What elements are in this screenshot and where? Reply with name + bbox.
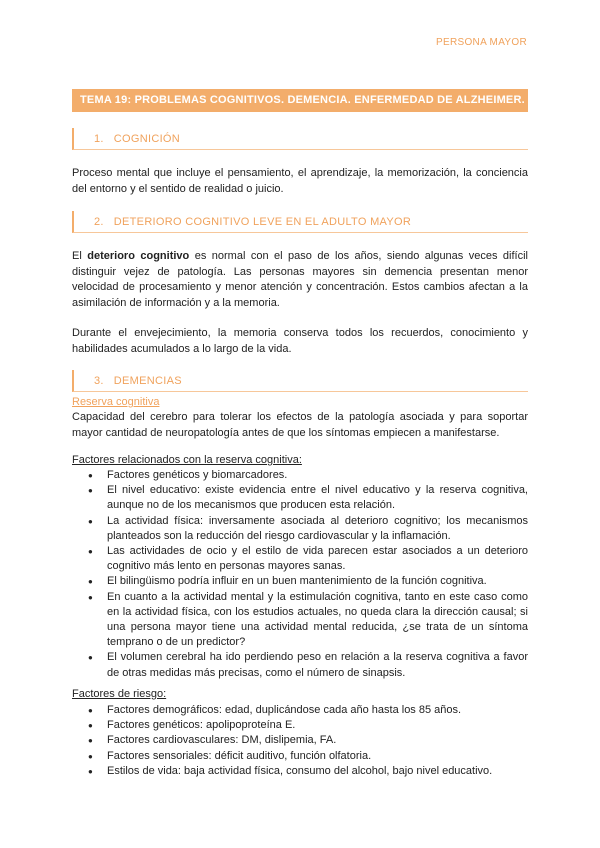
section-title: DETERIORO COGNITIVO LEVE EN EL ADULTO MAYOR — [113, 216, 412, 228]
deterioro-paragraph-2: Durante el envejecimiento, la memoria conserva todos los recuerdos, conocimiento y habilidades acumulados a lo largo de la vida. — [72, 327, 528, 355]
section-title: DEMENCIAS — [113, 375, 182, 387]
list-item: ● Las actividades de ocio y el estilo de vida parecen estar asociados a un deterioro cognitivo más lento en personas mayores sanas. — [72, 544, 528, 574]
bold-term: deterioro cognitivo — [87, 250, 190, 262]
factores-riesgo-heading: Factores de riesgo: — [72, 688, 167, 700]
topic-title: TEMA 19: PROBLEMAS COGNITIVOS. DEMENCIA. ENFERMEDAD DE ALZHEIMER. — [72, 89, 528, 112]
list-item: ● En cuanto a la actividad mental y la estimulación cognitiva, tanto en este caso como en la actividad física, con los estudios actuales, no queda clara la dirección causal; si una persona mayor tiene una actividad mental reducida, ¿se trata de un síntoma temprano o de un predictor? — [72, 590, 528, 651]
list-item: ● Factores sensoriales: déficit auditivo, función olfatoria. — [72, 749, 528, 764]
list-item: ● Estilos de vida: baja actividad física, consumo del alcohol, bajo nivel educativo. — [72, 764, 528, 779]
list-item: ● La actividad física: inversamente asociada al deterioro cognitivo; los mecanismos planteados son la reducción del riesgo cardiovascular y la inflamación. — [72, 514, 528, 544]
section-heading-cognicion — [72, 128, 528, 150]
section-number: 3. — [94, 375, 104, 387]
section-heading-demencias — [72, 370, 528, 392]
section-number: 2. — [94, 216, 104, 228]
section-title: COGNICIÓN — [113, 133, 181, 145]
text-run: El — [72, 250, 88, 262]
list-item: ● Factores genéticos y biomarcadores. — [72, 468, 528, 483]
list-item: ● Factores genéticos: apolipoproteína E. — [72, 718, 528, 733]
factores-relacionados-heading: Factores relacionados con la reserva cognitiva: — [72, 454, 302, 466]
reserva-cognitiva-heading: Reserva cognitiva — [72, 396, 160, 408]
factores-riesgo-list — [72, 703, 528, 779]
header-tag: PERSONA MAYOR — [436, 37, 527, 48]
cognicion-paragraph: Proceso mental que incluye el pensamiento, el aprendizaje, la memorización, la conciencia del entorno y el sentido de realidad o juicio. — [72, 167, 528, 195]
list-item: ● El nivel educativo: existe evidencia entre el nivel educativo y la reserva cognitiva, aunque no de los mecanismos que producen esta relación. — [72, 483, 528, 513]
section-number: 1. — [94, 133, 104, 145]
list-item: ● El bilingüismo podría influir en un buen mantenimiento de la función cognitiva. — [72, 574, 528, 589]
list-item: ● El volumen cerebral ha ido perdiendo peso en relación a la reserva cognitiva a favor de otras medidas más precisas, como el número de sinapsis. — [72, 650, 528, 680]
list-item: ● Factores demográficos: edad, duplicándose cada año hasta los 85 años. — [72, 703, 528, 718]
reserva-cognitiva-paragraph: Capacidad del cerebro para tolerar los efectos de la patología asociada y para soportar mayor cantidad de neuropatología antes de que los síntomas empiecen a manifestarse. — [72, 411, 528, 439]
text-run: es normal con el paso de los años, siendo algunas veces difícil distinguir vejez de patología. Las personas mayores sin demencia presentan menor velocidad de procesamiento y menor atención y concentración. Estos cambios afectan a la asimilación de información y a la memoria. — [72, 250, 528, 309]
factores-relacionados-list — [72, 468, 528, 681]
list-item: ● Factores cardiovasculares: DM, dislipemia, FA. — [72, 733, 528, 748]
deterioro-paragraph-1 — [72, 249, 528, 311]
section-heading-deterioro — [72, 211, 528, 233]
